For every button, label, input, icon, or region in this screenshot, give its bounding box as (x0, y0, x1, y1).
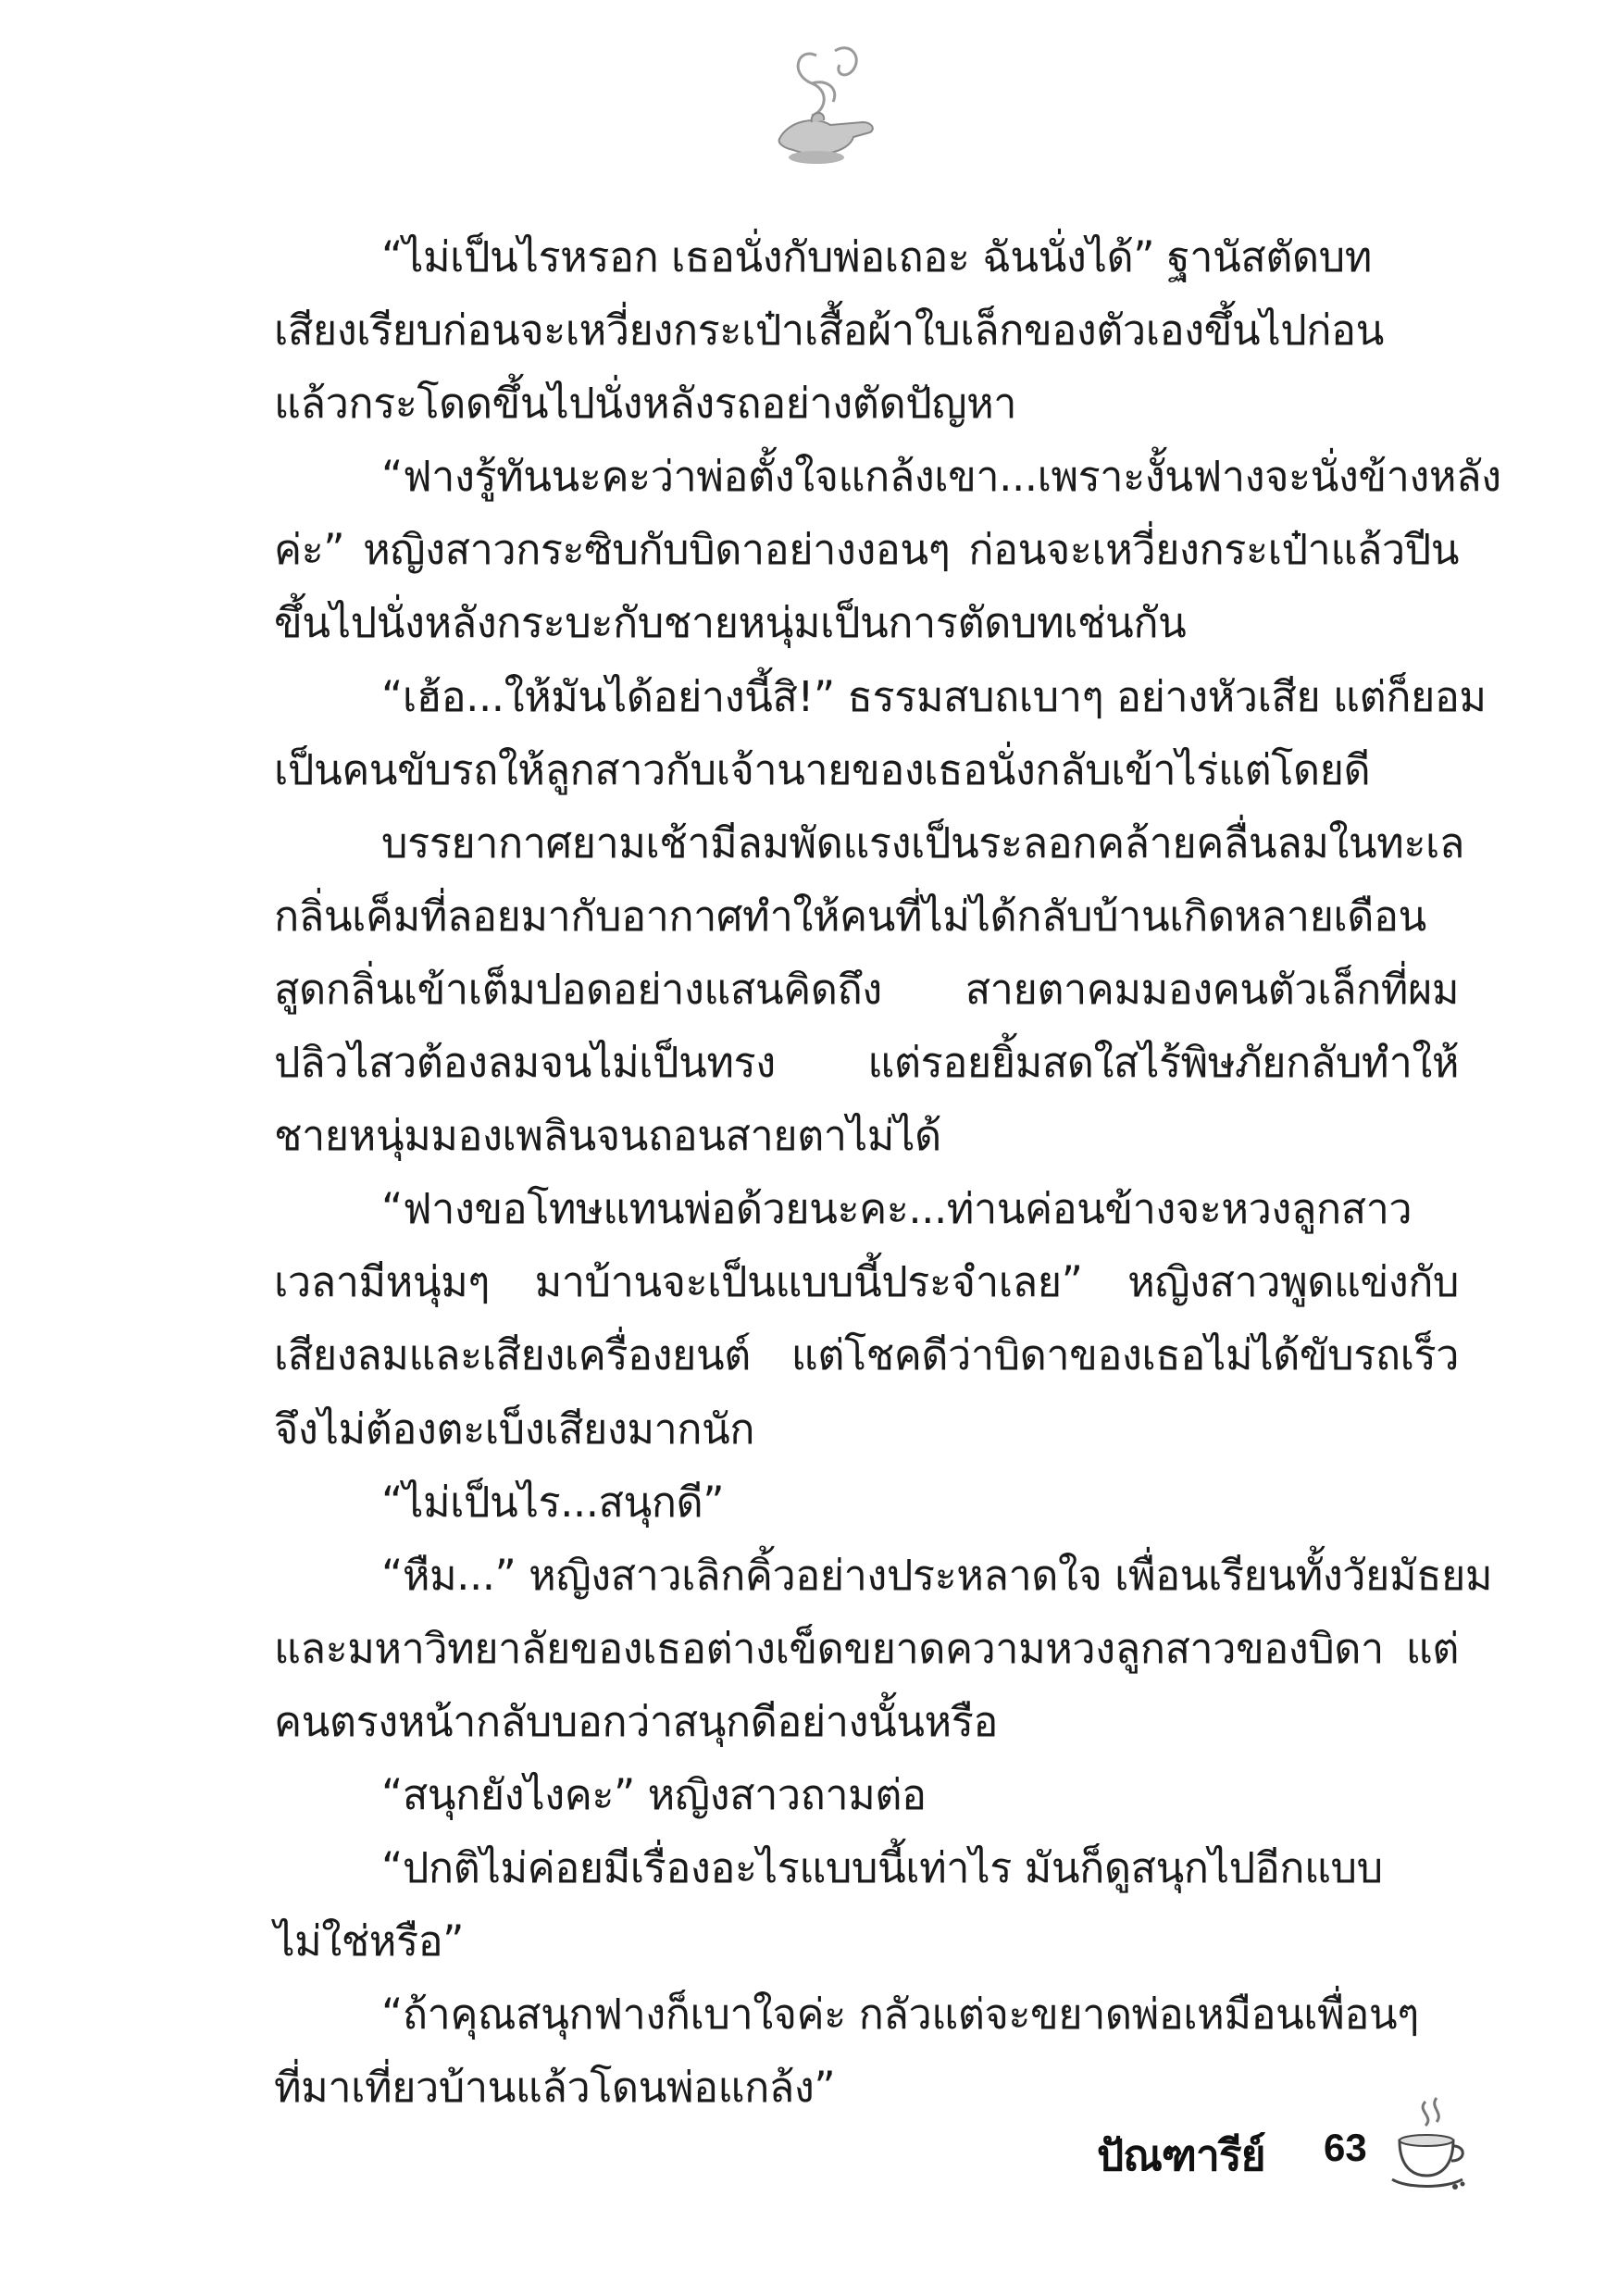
text-line: เสียงเรียบก่อนจะเหวี่ยงกระเป๋าเสื้อผ้าใบเล็กของตัวเองขึ้นไปก่อน (274, 306, 1384, 356)
text-line: เสียงลมและเสียงเครื่องยนต์ แต่โชคดีว่าบิดาของเธอไม่ได้ขับรถเร็ว (274, 1330, 1459, 1380)
text-line: กลิ่นเค็มที่ลอยมากับอากาศทำให้คนที่ไม่ได้กลับบ้านเกิดหลายเดือน (274, 891, 1426, 941)
text-line: ชายหนุ่มมองเพลินจนถอนสายตาไม่ได้ (274, 1111, 941, 1161)
coffee-cup-icon (1388, 2094, 1472, 2196)
text-line: ขึ้นไปนั่งหลังกระบะกับชายหนุ่มเป็นการตัดบทเช่นกัน (274, 598, 1187, 648)
text-line: “ฟางรู้ทันนะคะว่าพ่อตั้งใจแกล้งเขา...เพราะงั้นฟางจะนั่งข้างหลัง (381, 452, 1501, 502)
text-line: ปลิวไสวต้องลมจนไม่เป็นทรง แต่รอยยิ้มสดใสไร้พิษภัยกลับทำให้ (274, 1038, 1459, 1088)
text-line: คนตรงหน้ากลับบอกว่าสนุกดีอย่างนั้นหรือ (274, 1696, 998, 1746)
text-line: บรรยากาศยามเช้ามีลมพัดแรงเป็นระลอกคล้ายคลื่นลมในทะเล (381, 817, 1464, 867)
text-line: “ถ้าคุณสนุกฟางก็เบาใจค่ะ กลัวแต่จะขยาดพ่อเหมือนเพื่อนๆ (381, 1990, 1419, 2040)
text-line: “สนุกยังไงคะ” หญิงสาวถามต่อ (381, 1769, 927, 1819)
book-title: ปัณฑารีย์ (1097, 2130, 1265, 2180)
text-line: จึงไม่ต้องตะเบ็งเสียงมากนัก (274, 1404, 755, 1454)
text-line: “เฮ้อ...ให้มันได้อย่างนี้สิ!” ธรรมสบถเบาๆ อย่างหัวเสีย แต่ก็ยอม (381, 671, 1487, 721)
text-line: ค่ะ” หญิงสาวกระซิบกับบิดาอย่างงอนๆ ก่อนจะเหวี่ยงกระเป๋าแล้วปีน (274, 525, 1459, 575)
text-line: ที่มาเที่ยวบ้านแล้วโดนพ่อแกล้ง” (274, 2063, 836, 2113)
body-text (274, 220, 1501, 2124)
genie-lamp-icon (761, 37, 890, 176)
text-line: “ฟางขอโทษแทนพ่อด้วยนะคะ...ท่านค่อนข้างจะหวงลูกสาว (381, 1184, 1413, 1234)
text-line: “ไม่เป็นไร...สนุกดี” (381, 1477, 725, 1527)
text-line: และมหาวิทยาลัยของเธอต่างเข็ดขยาดความหวงลูกสาวของบิดา แต่ (274, 1623, 1459, 1673)
page-footer (1097, 2094, 1486, 2205)
text-line: แล้วกระโดดขึ้นไปนั่งหลังรถอย่างตัดปัญหา (274, 379, 1017, 429)
text-line: “ไม่เป็นไรหรอก เธอนั่งกับพ่อเถอะ ฉันนั่งได้” ฐานัสตัดบท (381, 232, 1372, 281)
text-line: ไม่ใช่หรือ” (274, 1916, 464, 1966)
text-line: เวลามีหนุ่มๆ มาบ้านจะเป็นแบบนี้ประจำเลย” หญิงสาวพูดแข่งกับ (274, 1257, 1459, 1307)
text-line: เป็นคนขับรถให้ลูกสาวกับเจ้านายของเธอนั่งกลับเข้าไร่แต่โดยดี (274, 744, 1371, 794)
page-number: 63 (1324, 2126, 1367, 2169)
text-line: “ปกติไม่ค่อยมีเรื่องอะไรแบบนี้เท่าไร มันก็ดูสนุกไปอีกแบบ (381, 1843, 1383, 1893)
text-line: “หืม...” หญิงสาวเลิกคิ้วอย่างประหลาดใจ เพื่อนเรียนทั้งวัยมัธยม (381, 1550, 1493, 1600)
text-line: สูดกลิ่นเข้าเต็มปอดอย่างแสนคิดถึง สายตาคมมองคนตัวเล็กที่ผม (274, 964, 1459, 1014)
